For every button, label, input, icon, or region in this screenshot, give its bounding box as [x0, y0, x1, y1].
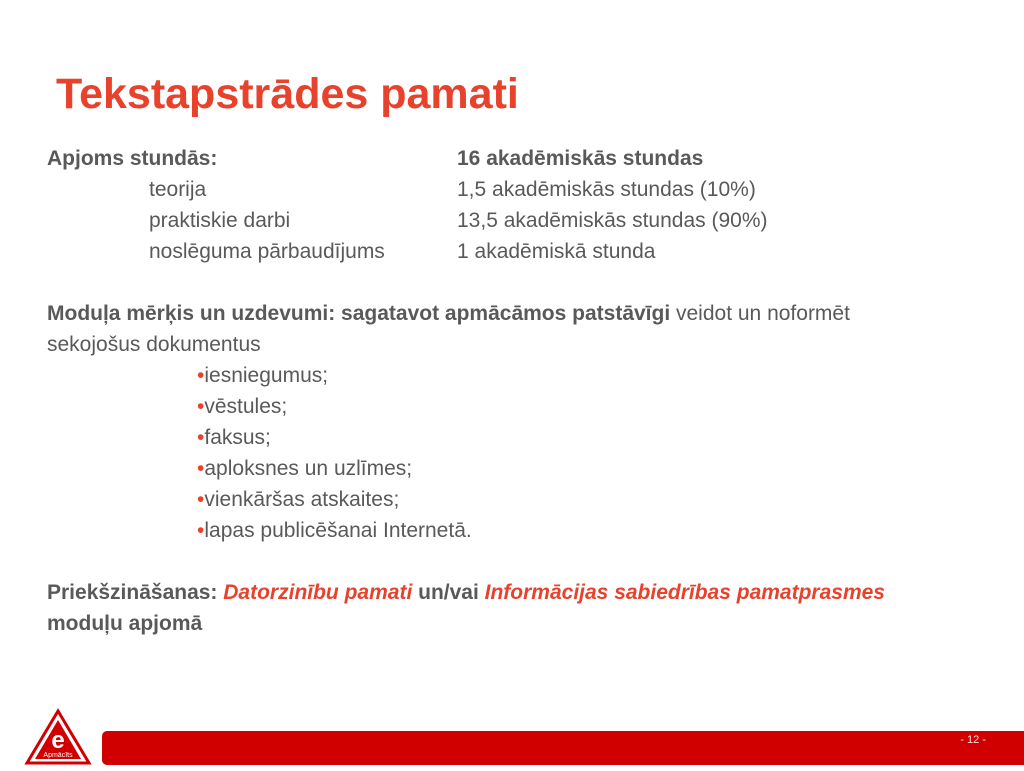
prerequisites-paragraph	[47, 577, 947, 639]
scope-row-label: teorija	[149, 178, 207, 201]
goal-paragraph	[47, 298, 947, 360]
list-item: •lapas publicēšanai Internetā.	[197, 519, 472, 542]
goal-text: veidot un noformēt sekojošus dokumentus	[47, 302, 850, 356]
list-item: •faksus;	[197, 426, 271, 449]
bullet-icon: •	[197, 519, 205, 542]
bullet-icon: •	[197, 457, 205, 480]
scope-row-practice	[47, 205, 947, 236]
prereq-suffix: moduļu apjomā	[47, 612, 203, 635]
logo	[24, 708, 92, 766]
prereq-module-2: Informācijas sabiedrības pamatprasmes	[484, 581, 885, 604]
scope-row-theory	[47, 174, 947, 205]
scope-total: 16 akadēmiskās stundas	[457, 147, 704, 170]
bullet-icon: •	[197, 395, 205, 418]
scope-row-total	[47, 143, 947, 174]
prereq-module-1: Datorzinību pamati	[223, 581, 413, 604]
scope-row-label: noslēguma pārbaudījums	[149, 240, 385, 263]
scope-row-exam	[47, 236, 947, 267]
scope-row-label: praktiskie darbi	[149, 209, 291, 232]
list-item: •aploksnes un uzlīmes;	[197, 457, 413, 480]
list-item: •vēstules;	[197, 395, 288, 418]
footer-bar	[102, 731, 1024, 765]
slide-title: Tekstapstrādes pamati	[56, 70, 519, 118]
scope-label: Apjoms stundās:	[47, 147, 218, 170]
page-number: - 12 -	[960, 734, 986, 746]
logo-text: Apmācīts	[43, 752, 73, 759]
scope-row-value: 1 akadēmiskā stunda	[457, 240, 656, 263]
bullet-icon: •	[197, 488, 205, 511]
document-list	[47, 360, 947, 546]
prereq-connector: un/vai	[412, 581, 485, 604]
logo-letter: e	[51, 727, 65, 754]
list-item: •vienkāršas atskaites;	[197, 488, 400, 511]
slide-content	[47, 143, 947, 639]
goal-heading: Moduļa mērķis un uzdevumi: sagatavot apmācāmos patstāvīgi	[47, 302, 671, 325]
list-item: •iesniegumus;	[197, 364, 329, 387]
logo-triangle-icon	[24, 708, 92, 766]
bullet-icon: •	[197, 364, 205, 387]
scope-row-value: 13,5 akadēmiskās stundas (90%)	[457, 209, 768, 232]
prereq-label: Priekšzināšanas:	[47, 581, 224, 604]
scope-row-value: 1,5 akadēmiskās stundas (10%)	[457, 178, 756, 201]
bullet-icon: •	[197, 426, 205, 449]
